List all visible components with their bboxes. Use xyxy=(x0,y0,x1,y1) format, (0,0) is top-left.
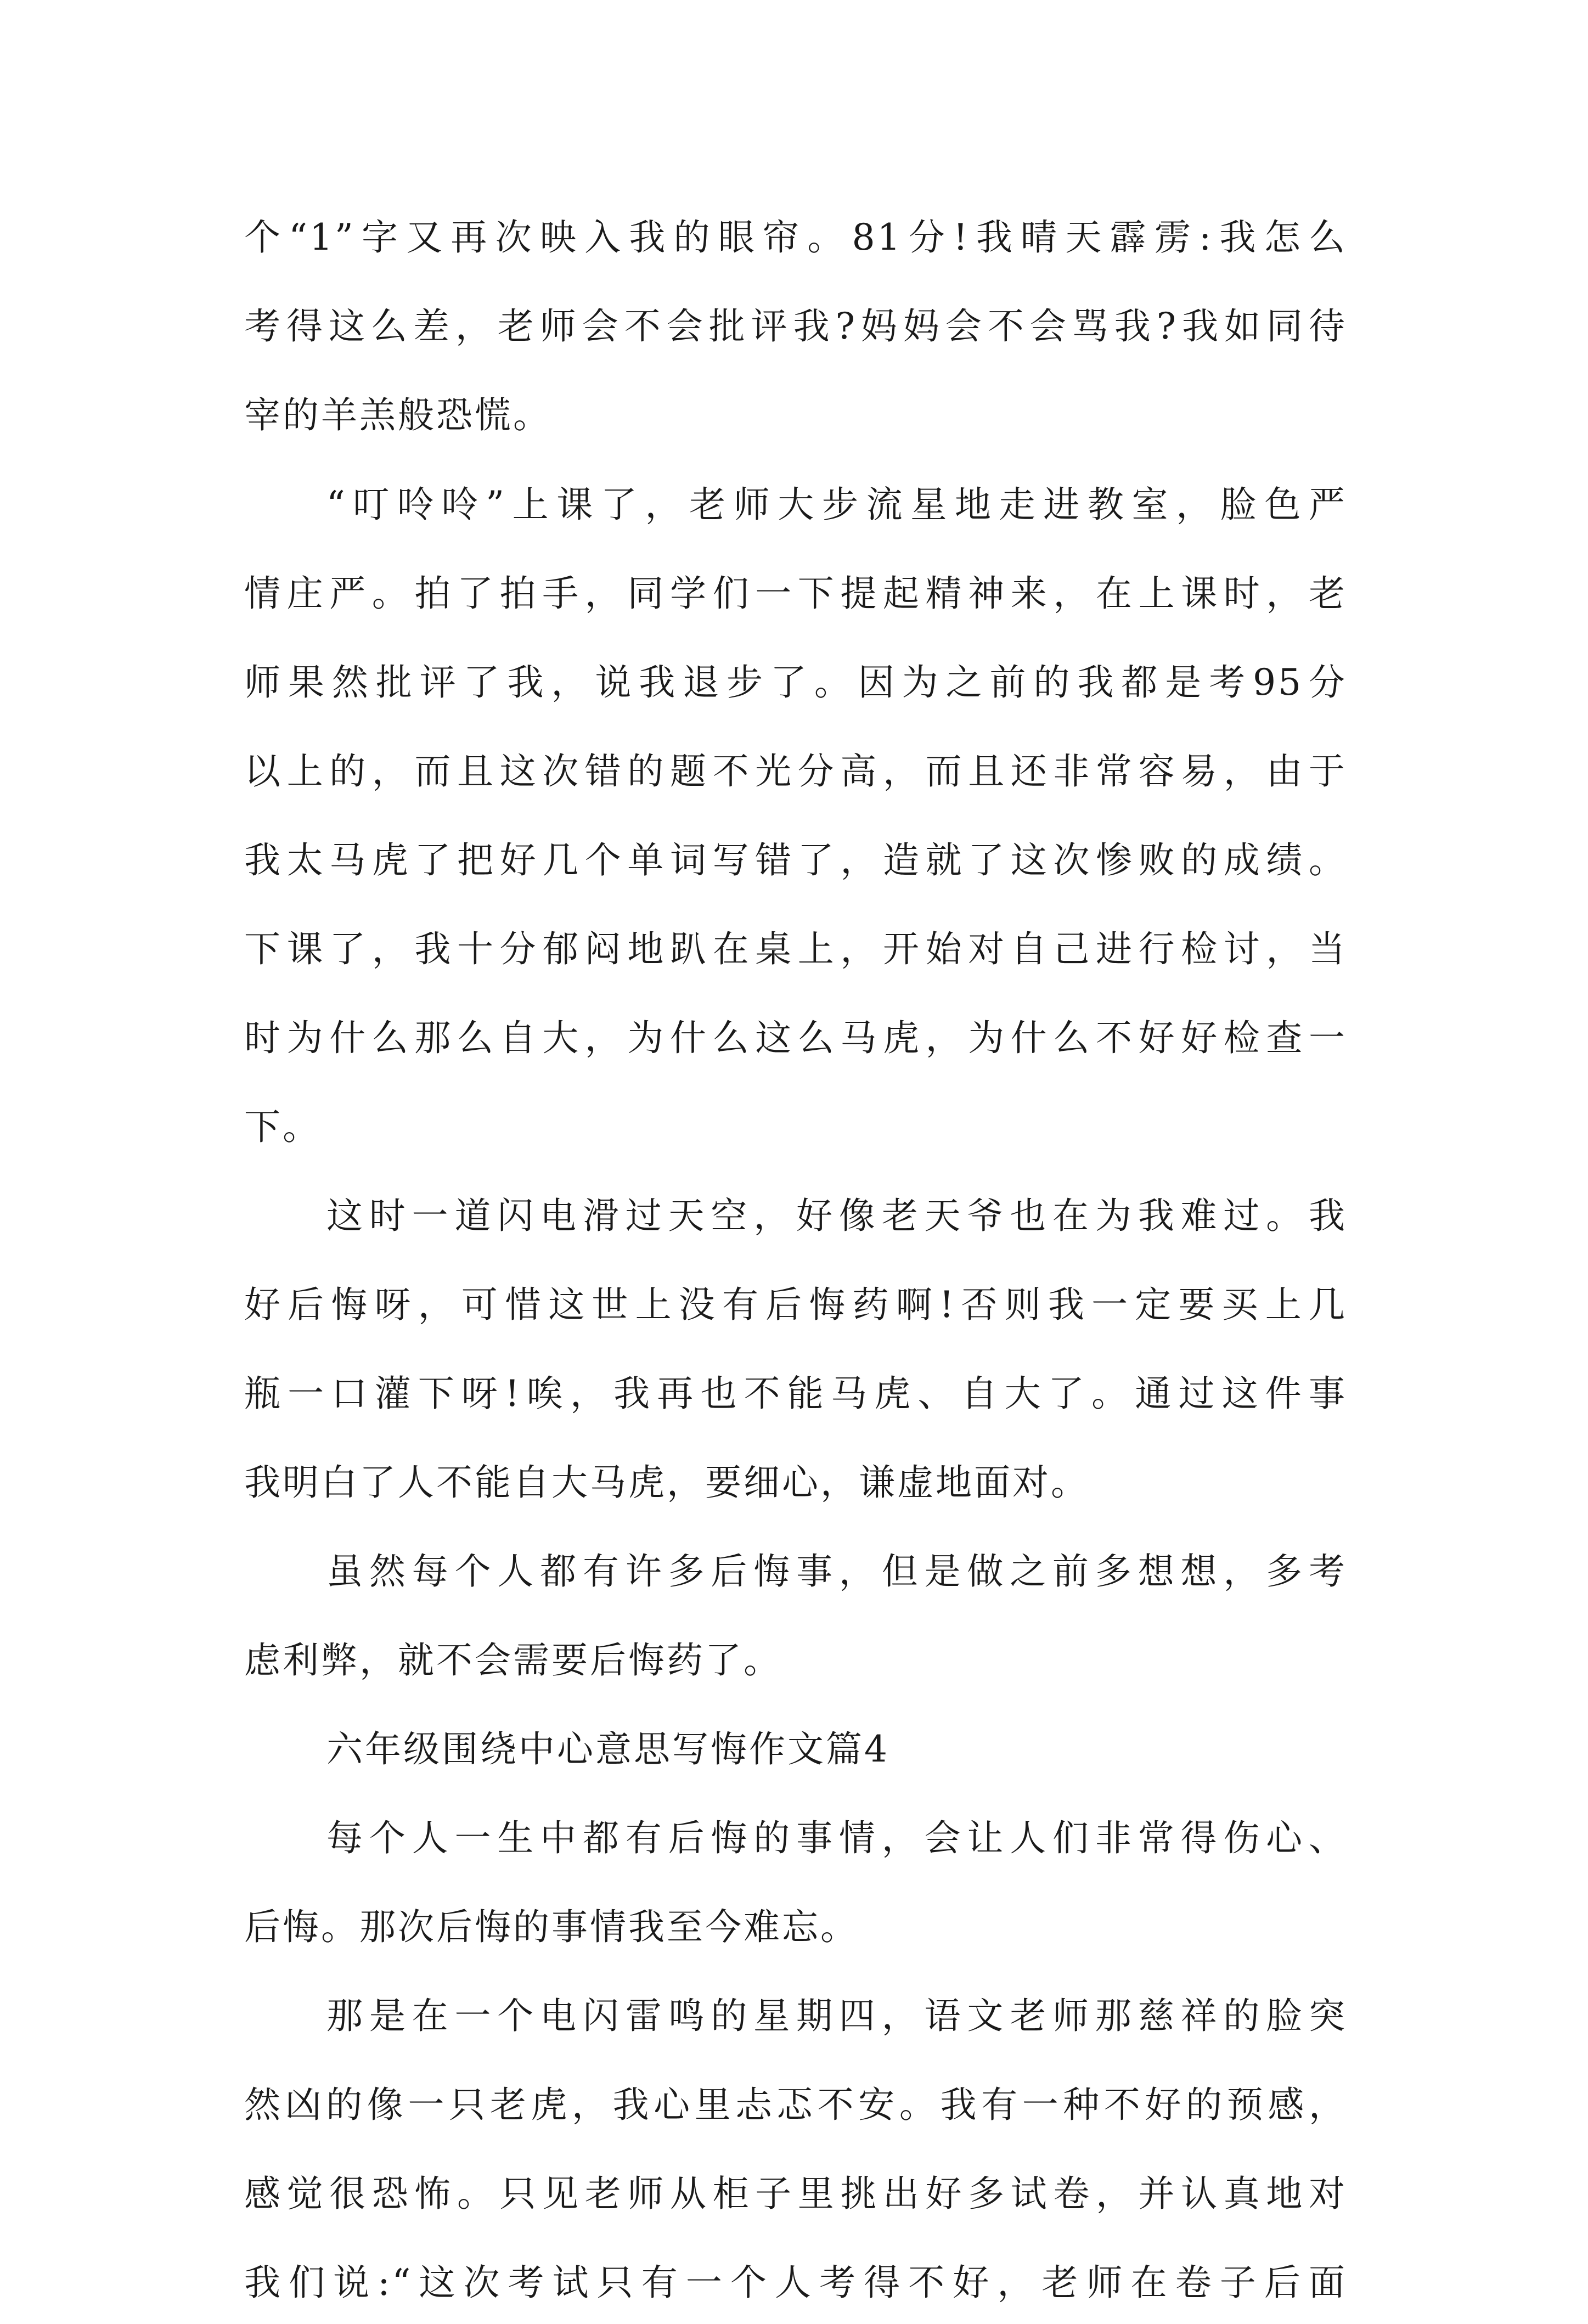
text-line: 我们说:“这次考试只有一个人考得不好，老师在卷子后面 xyxy=(244,2261,1347,2304)
text-line: “叮呤呤”上课了，老师大步流星地走进教室，脸色严 xyxy=(326,483,1347,526)
text-line: 每个人一生中都有后悔的事情，会让人们非常得伤心、 xyxy=(326,1817,1347,1859)
text-line: 以上的，而且这次错的题不光分高，而且还非常容易，由于 xyxy=(244,750,1347,792)
text-line: 感觉很恐怖。只见老师从柜子里挑出好多试卷，并认真地对 xyxy=(244,2173,1347,2215)
text-line: 瓶一口灌下呀!唉，我再也不能马虎、自大了。通过这件事 xyxy=(244,1372,1347,1415)
text-line: 六年级围绕中心意思写悔作文篇4 xyxy=(326,1728,889,1770)
text-line: 时为什么那么自大，为什么这么马虎，为什么不好好检查一 xyxy=(244,1017,1347,1059)
text-line: 考得这么差，老师会不会批评我?妈妈会不会骂我?我如同待 xyxy=(244,305,1347,347)
text-line: 个“1”字又再次映入我的眼帘。81分!我晴天霹雳:我怎么 xyxy=(244,216,1347,258)
text-line: 师果然批评了我，说我退步了。因为之前的我都是考95分 xyxy=(244,661,1347,704)
text-line: 宰的羊羔般恐慌。 xyxy=(244,394,551,436)
text-line: 后悔。那次后悔的事情我至今难忘。 xyxy=(244,1906,859,1948)
text-line: 情庄严。拍了拍手，同学们一下提起精神来，在上课时，老 xyxy=(244,572,1347,615)
text-line: 那是在一个电闪雷鸣的星期四，语文老师那慈祥的脸突 xyxy=(326,1995,1347,2037)
text-line: 下课了，我十分郁闷地趴在桌上，开始对自己进行检讨，当 xyxy=(244,928,1347,970)
text-line: 我太马虎了把好几个单词写错了，造就了这次惨败的成绩。 xyxy=(244,839,1347,881)
text-line: 虑利弊，就不会需要后悔药了。 xyxy=(244,1639,782,1681)
text-line: 这时一道闪电滑过天空，好像老天爷也在为我难过。我 xyxy=(326,1195,1347,1237)
text-line: 我明白了人不能自大马虎，要细心，谦虚地面对。 xyxy=(244,1461,1089,1504)
text-line: 好后悔呀，可惜这世上没有后悔药啊!否则我一定要买上几 xyxy=(244,1284,1347,1326)
text-line: 下。 xyxy=(244,1106,321,1148)
text-line: 虽然每个人都有许多后悔事，但是做之前多想想，多考 xyxy=(326,1550,1347,1593)
text-line: 然凶的像一只老虎，我心里忐忑不安。我有一种不好的预感， xyxy=(244,2084,1347,2126)
